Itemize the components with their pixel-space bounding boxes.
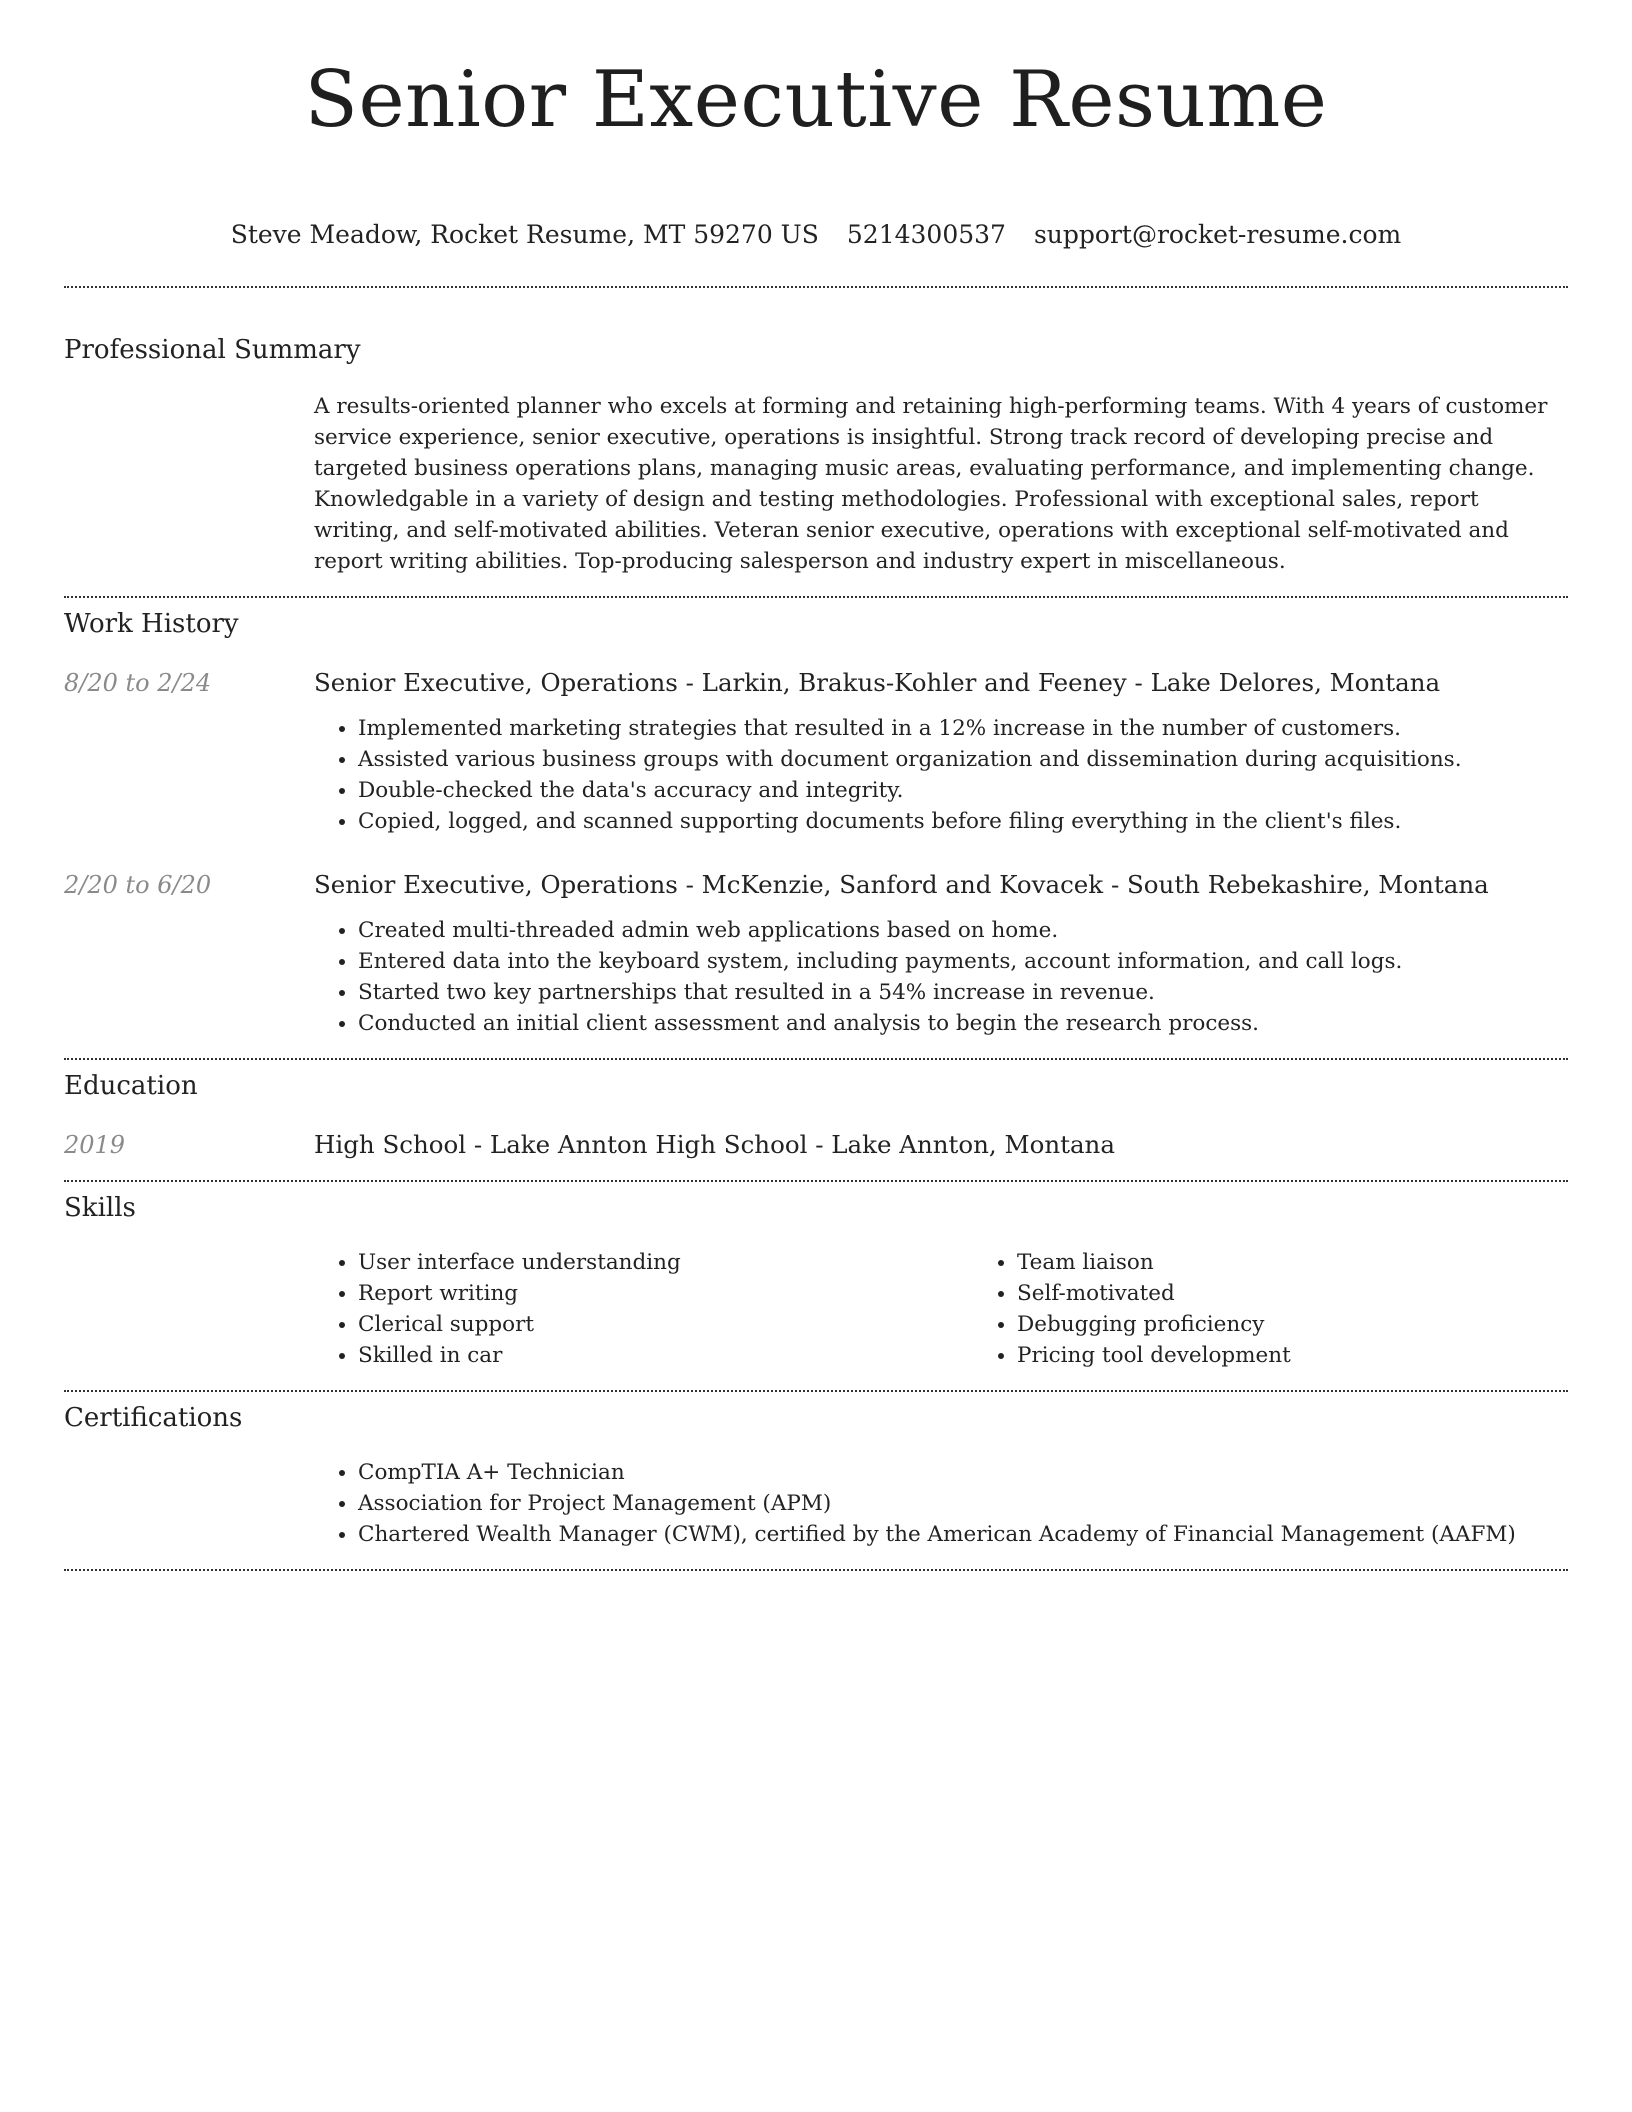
divider [64, 286, 1568, 288]
divider [64, 1390, 1568, 1392]
job-dates: 8/20 to 2/24 [64, 669, 212, 697]
list-item: • Self-motivated [1017, 1278, 1632, 1309]
section-heading-work-history: Work History [64, 609, 239, 639]
divider [64, 596, 1568, 598]
contact-address: Steve Meadow, Rocket Resume, MT 59270 US [230, 220, 819, 249]
certifications-block [314, 1457, 1568, 1550]
job-title: Senior Executive, Operations - Larkin, Brakus-Kohler and Feeney - Lake Delores, Montana [314, 668, 1441, 697]
job-bullets [314, 713, 1568, 837]
list-item: • Team liaison [1017, 1247, 1632, 1278]
list-item: • Implemented marketing strategies that resulted in a 12% increase in the number of customers. [358, 713, 1568, 744]
divider [64, 1569, 1568, 1571]
contact-phone: 5214300537 [846, 220, 1006, 249]
contact-line [64, 218, 1568, 252]
list-item: • Double-checked the data's accuracy and integrity. [358, 775, 1568, 806]
certifications-list [314, 1457, 1568, 1550]
list-item: • CompTIA A+ Technician [358, 1457, 1568, 1488]
summary-text: A results-oriented planner who excels at forming and retaining high-performing teams. With 4 years of customer service experience, senior executive, operations is insightful. Strong track record of developing precise and targeted business operations plans, managing music areas, evaluating performance, and implementing change. Knowledgable in a variety of design and testing methodologies. Professional with exceptional sales, report writing, and self-motivated abilities. Veteran senior executive, operations with exceptional self-motivated and report writing abilities. Top-producing salesperson and industry expert in miscellaneous. [314, 394, 1548, 574]
skills-list-left [314, 1247, 973, 1371]
skills-block [314, 1247, 1568, 1371]
job-bullets [314, 915, 1568, 1039]
section-heading-skills: Skills [64, 1193, 136, 1223]
job-header [64, 868, 1568, 902]
list-item: • Assisted various business groups with document organization and dissemination during acquisitions. [358, 744, 1568, 775]
list-item: • Entered data into the keyboard system, including payments, account information, and call logs. [358, 946, 1568, 977]
divider [64, 1058, 1568, 1060]
education-title: High School - Lake Annton High School - Lake Annton, Montana [314, 1130, 1115, 1159]
section-heading-education: Education [64, 1071, 198, 1101]
contact-email[interactable]: support@rocket-resume.com [1033, 220, 1402, 249]
job-entry [64, 868, 1568, 1039]
section-heading-certifications: Certifications [64, 1403, 243, 1433]
section-heading-summary: Professional Summary [64, 335, 361, 365]
job-dates: 2/20 to 6/20 [64, 871, 212, 899]
list-item: • Association for Project Management (APM) [358, 1488, 1568, 1519]
divider [64, 1180, 1568, 1182]
education-year: 2019 [64, 1131, 126, 1159]
skills-list-right [973, 1247, 1632, 1371]
education-entry [64, 1128, 1568, 1162]
list-item: • Clerical support [358, 1309, 973, 1340]
job-bullets-block [314, 915, 1568, 1039]
list-item: • Created multi-threaded admin web applications based on home. [358, 915, 1568, 946]
list-item: • Chartered Wealth Manager (CWM), certified by the American Academy of Financial Management (AAFM) [358, 1519, 1568, 1550]
list-item: • Debugging proficiency [1017, 1309, 1632, 1340]
list-item: • Copied, logged, and scanned supporting documents before filing everything in the client's files. [358, 806, 1568, 837]
list-item: • Pricing tool development [1017, 1340, 1632, 1371]
list-item: • Skilled in car [358, 1340, 973, 1371]
job-title: Senior Executive, Operations - McKenzie, Sanford and Kovacek - South Rebekashire, Montana [314, 870, 1489, 899]
job-entry [64, 666, 1568, 837]
list-item: • Conducted an initial client assessment and analysis to begin the research process. [358, 1008, 1568, 1039]
job-bullets-block [314, 713, 1568, 837]
list-item: • Report writing [358, 1278, 973, 1309]
job-header [64, 666, 1568, 700]
list-item: • Started two key partnerships that resulted in a 54% increase in revenue. [358, 977, 1568, 1008]
resume-title: Senior Executive Resume [304, 55, 1328, 145]
list-item: • User interface understanding [358, 1247, 973, 1278]
summary-block [314, 391, 1568, 577]
